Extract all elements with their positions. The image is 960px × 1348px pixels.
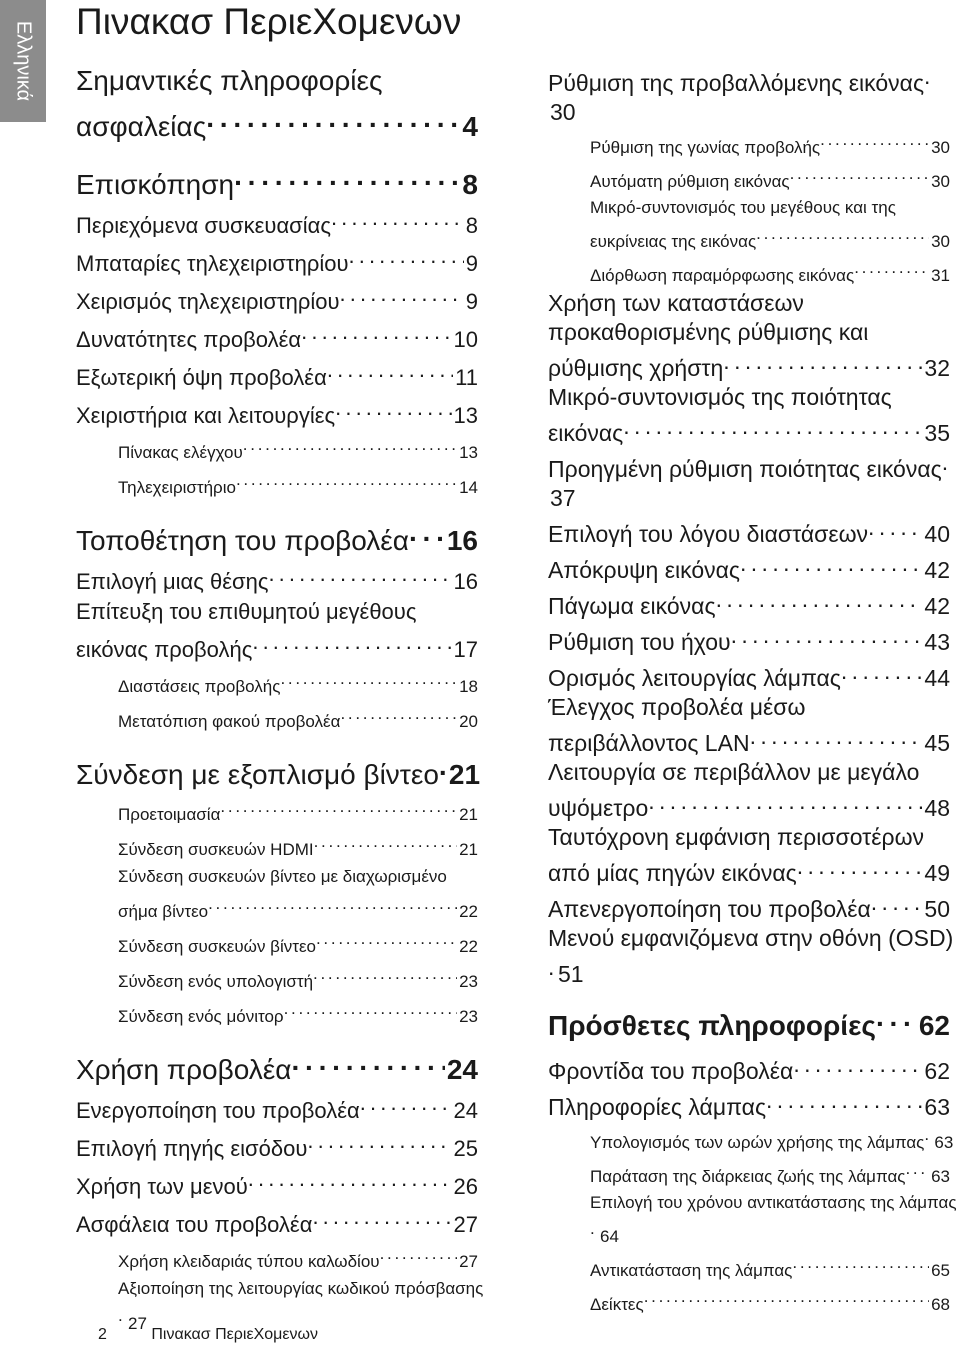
toc-entry[interactable]	[548, 585, 958, 621]
toc-entry-page: 20	[459, 712, 478, 731]
toc-entry[interactable]	[76, 863, 486, 925]
toc-entry-title: Ρύθμιση της γωνίας προβολής	[590, 138, 821, 157]
toc-entry-page: 8	[462, 169, 478, 200]
toc-entry[interactable]	[548, 1250, 958, 1284]
toc-entry[interactable]	[76, 700, 486, 735]
toc-entry[interactable]	[76, 925, 486, 960]
toc-entry[interactable]	[76, 1088, 486, 1126]
toc-entry-title: Περιεχόμενα συσκευασίας	[76, 213, 331, 238]
toc-entry-page: 16	[453, 569, 478, 594]
language-tab	[0, 0, 46, 122]
toc-entry-page: 35	[924, 420, 950, 446]
toc-entry-page: 14	[459, 478, 478, 497]
toc-entry[interactable]	[76, 466, 486, 501]
toc-leader-dots	[314, 828, 457, 855]
toc-entry-page: 21	[459, 805, 478, 824]
toc-entry-page: 22	[459, 902, 478, 921]
toc-leader-dots	[723, 347, 922, 376]
toc-entry-page: 10	[453, 327, 478, 352]
toc-entry-title: Παράταση της διάρκειας ζωής της λάμπας	[590, 1167, 906, 1186]
toc-entry-title: Προηγμένη ρύθμιση ποιότητας εικόνας	[548, 456, 942, 482]
toc-leader-dots	[409, 513, 445, 550]
toc-entry-page: 63	[934, 1133, 954, 1152]
toc-entry-page: 13	[459, 443, 478, 462]
toc-entry-page: 26	[453, 1174, 478, 1199]
toc-entry-title: Επιλογή πηγής εισόδου	[76, 1136, 308, 1161]
toc-entry-title: Σύνδεση συσκευών βίντεο με διαχωρισμένο σήμα βίντεο	[118, 867, 447, 921]
toc-entry-title: Ασφάλεια του προβολέα	[76, 1212, 313, 1237]
toc-leader-dots	[756, 221, 929, 247]
toc-entry[interactable]	[548, 549, 958, 585]
toc-left-column	[76, 62, 486, 1337]
toc-leader-dots	[118, 1302, 126, 1329]
toc-entry-title: Διαστάσεις προβολής	[118, 677, 281, 696]
toc-entry-page: 43	[924, 629, 950, 655]
toc-leader-dots	[716, 585, 923, 614]
toc-leader-dots	[648, 787, 922, 816]
toc-entry-title: Επισκόπηση	[76, 169, 235, 200]
toc-entry[interactable]	[76, 1240, 486, 1275]
toc-entry[interactable]	[548, 823, 958, 888]
toc-entry[interactable]	[76, 203, 486, 241]
toc-entry-page: 13	[453, 403, 478, 428]
toc-entry-title: Διόρθωση παραμόρφωσης εικόνας	[590, 266, 855, 285]
toc-leader-dots	[248, 1164, 452, 1194]
toc-entry-title: Αξιοποίηση της λειτουργίας κωδικού πρόσβασης	[118, 1279, 484, 1298]
toc-entry-title: Ρύθμιση της προβαλλόμενης εικόνας	[548, 70, 925, 96]
toc-leader-dots	[301, 317, 451, 347]
toc-entry-page: 23	[459, 1007, 478, 1026]
toc-leader-dots	[876, 999, 917, 1035]
toc-entry-title: Μικρό-συντονισμός της ποιότητας εικόνας	[548, 384, 892, 446]
toc-entry[interactable]	[548, 195, 958, 255]
toc-leader-dots	[792, 1250, 929, 1276]
toc-leader-dots	[340, 279, 464, 309]
toc-entry[interactable]	[548, 448, 958, 513]
toc-leader-dots	[868, 513, 922, 542]
toc-leader-dots	[793, 1050, 922, 1079]
toc-entry-page: 30	[550, 99, 576, 125]
toc-entry[interactable]	[76, 241, 486, 279]
toc-leader-dots	[208, 890, 457, 917]
toc-leader-dots	[644, 1284, 929, 1310]
toc-entry[interactable]	[548, 924, 958, 989]
toc-leader-dots	[740, 549, 922, 578]
toc-entry-page: 30	[931, 172, 950, 191]
toc-entry[interactable]	[76, 665, 486, 700]
toc-leader-dots	[797, 852, 923, 881]
toc-entry[interactable]	[76, 355, 486, 393]
toc-entry-page: 40	[924, 521, 950, 547]
toc-entry-page: 65	[931, 1261, 950, 1280]
toc-entry-page: 51	[558, 961, 584, 987]
toc-right-column	[548, 62, 958, 1318]
toc-entry[interactable]	[548, 621, 958, 657]
toc-leader-dots	[905, 1156, 929, 1182]
toc-leader-dots	[360, 1088, 452, 1118]
toc-entry[interactable]	[76, 995, 486, 1030]
toc-leader-dots	[750, 722, 923, 751]
toc-leader-dots	[924, 62, 932, 91]
toc-entry-title: Ενεργοποίηση του προβολέα	[76, 1098, 360, 1123]
page-title: Πινακασ ΠεριεΧομενων	[76, 1, 462, 42]
toc-entry-title: Απενεργοποίηση του προβολέα	[548, 896, 871, 922]
toc-entry-title: Πληροφορίες λάμπας	[548, 1094, 767, 1120]
toc-leader-dots	[268, 559, 451, 589]
toc-entry-page: 30	[931, 232, 950, 251]
toc-entry-title: Χειριστήρια και λειτουργίες	[76, 403, 336, 428]
toc-entry-page: 50	[924, 896, 950, 922]
language-tab-label: Ελληνικά	[12, 20, 35, 102]
toc-entry-page: 63	[924, 1094, 950, 1120]
toc-entry-title: Σύνδεση ενός υπολογιστή	[118, 972, 314, 991]
toc-entry[interactable]	[548, 1050, 958, 1086]
toc-entry-page: 24	[453, 1098, 478, 1123]
toc-entry-page: 9	[465, 251, 478, 276]
toc-entry-page: 23	[459, 972, 478, 991]
toc-entry-page: 45	[924, 730, 950, 756]
toc-entry-title: Δείκτες	[590, 1295, 644, 1314]
toc-entry[interactable]	[548, 758, 958, 823]
toc-leader-dots	[766, 1086, 922, 1115]
footer-section-title: Πινακασ ΠεριεΧομενων	[151, 1326, 318, 1343]
toc-entry-title: Μικρό-συντονισμός του μεγέθους και της ευκρίνειας της εικόνας	[590, 198, 896, 251]
toc-entry[interactable]	[548, 513, 958, 549]
toc-entry[interactable]	[76, 747, 486, 793]
toc-leader-dots	[548, 953, 556, 982]
toc-entry-title: Αντικατάσταση της λάμπας	[590, 1261, 793, 1280]
toc-entry[interactable]	[548, 255, 958, 289]
toc-leader-dots	[312, 1202, 451, 1232]
toc-entry-title: Σύνδεση συσκευών βίντεο	[118, 937, 316, 956]
toc-leader-dots	[590, 1216, 598, 1242]
toc-entry[interactable]	[76, 1126, 486, 1164]
toc-leader-dots	[340, 700, 457, 727]
toc-entry-title: Χρήση των καταστάσεων προκαθορισμένης ρύθμισης και ρύθμισης χρήστη	[548, 290, 869, 381]
toc-entry-title: Χρήση κλειδαριάς τύπου καλωδίου	[118, 1252, 380, 1271]
toc-entry[interactable]	[76, 793, 486, 828]
toc-entry-page: 31	[931, 266, 950, 285]
toc-entry-title: Επιλογή του χρόνου αντικατάστασης της λάμπας	[590, 1193, 957, 1212]
toc-entry[interactable]	[548, 383, 958, 448]
toc-entry-page: 27	[128, 1314, 147, 1333]
toc-leader-dots	[871, 888, 923, 917]
toc-leader-dots	[820, 127, 929, 153]
toc-leader-dots	[280, 665, 457, 692]
toc-entry[interactable]	[76, 317, 486, 355]
toc-entry[interactable]	[548, 1190, 958, 1250]
toc-entry-page: 21	[459, 840, 478, 859]
toc-entry[interactable]	[76, 1202, 486, 1240]
toc-entry-page: 30	[931, 138, 950, 157]
toc-entry[interactable]	[548, 999, 958, 1044]
toc-entry[interactable]	[76, 62, 486, 145]
toc-entry-title: Υπολογισμός των ωρών χρήσης της λάμπας	[590, 1133, 925, 1152]
toc-entry-title: Σύνδεση με εξοπλισμό βίντεο	[76, 759, 439, 790]
toc-entry[interactable]	[76, 157, 486, 203]
footer-page-number: 2	[98, 1326, 107, 1343]
toc-entry-title: Επίτευξη του επιθυμητού μεγέθους εικόνας προβολής	[76, 599, 417, 662]
toc-entry[interactable]	[548, 1086, 958, 1122]
toc-entry-title: Επιλογή μιας θέσης	[76, 569, 269, 594]
toc-entry[interactable]	[76, 828, 486, 863]
toc-entry-title: Χρήση των μενού	[76, 1174, 248, 1199]
toc-leader-dots	[243, 431, 457, 458]
toc-entry-title: Ταυτόχρονη εμφάνιση περισσοτέρων από μίας πηγών εικόνας	[548, 824, 925, 886]
toc-entry[interactable]	[76, 597, 486, 665]
toc-entry[interactable]	[76, 513, 486, 559]
toc-entry-title: Έλεγχος προβολέα μέσω περιβάλλοντος LAN	[548, 694, 806, 756]
toc-entry-page: 8	[465, 213, 478, 238]
toc-entry[interactable]	[76, 559, 486, 597]
toc-entry-title: Λειτουργία σε περιβάλλον με μεγάλο υψόμετρο	[548, 759, 920, 821]
toc-entry-page: 9	[465, 289, 478, 314]
toc-entry-title: Ορισμός λειτουργίας λάμπας	[548, 665, 841, 691]
toc-entry-title: Πίνακας ελέγχου	[118, 443, 243, 462]
toc-leader-dots	[291, 1042, 444, 1079]
toc-entry[interactable]	[76, 960, 486, 995]
toc-entry-page: 37	[550, 485, 576, 511]
toc-entry[interactable]	[548, 657, 958, 693]
toc-leader-dots	[307, 1126, 451, 1156]
toc-entry-title: Χρήση προβολέα	[76, 1054, 292, 1085]
toc-entry-page: 16	[446, 525, 478, 556]
toc-entry-title: Φροντίδα του προβολέα	[548, 1058, 794, 1084]
toc-entry-page: 32	[924, 355, 950, 381]
toc-entry[interactable]	[548, 127, 958, 161]
toc-entry[interactable]	[76, 431, 486, 466]
toc-entry-page: 18	[459, 677, 478, 696]
toc-entry[interactable]	[548, 62, 958, 127]
toc-entry[interactable]	[76, 279, 486, 317]
toc-entry-title: Τοποθέτηση του προβολέα	[76, 525, 409, 556]
toc-leader-dots	[380, 1240, 458, 1267]
toc-entry-page: 49	[924, 860, 950, 886]
toc-entry[interactable]	[76, 1164, 486, 1202]
toc-entry-page: 68	[931, 1295, 950, 1314]
toc-entry-page: 25	[453, 1136, 478, 1161]
toc-entry-page: 11	[455, 365, 478, 390]
toc-entry-title: Μενού εμφανιζόμενα στην οθόνη (OSD)	[548, 925, 954, 951]
toc-entry-page: 22	[459, 937, 478, 956]
toc-leader-dots	[313, 960, 457, 987]
toc-entry-title: Πρόσθετες πληροφορίες	[548, 1010, 876, 1041]
toc-entry-title: Προετοιμασία	[118, 805, 221, 824]
toc-entry-page: 42	[924, 593, 950, 619]
toc-entry-title: Σύνδεση συσκευών HDMI	[118, 840, 314, 859]
toc-entry[interactable]	[548, 888, 958, 924]
toc-entry-page: 24	[446, 1054, 478, 1085]
toc-entry[interactable]	[548, 1156, 958, 1190]
toc-leader-dots	[790, 161, 929, 187]
toc-entry-page: 4	[462, 111, 478, 142]
toc-entry[interactable]	[548, 1122, 958, 1156]
toc-entry-page: 21	[448, 759, 481, 790]
toc-entry-title: Μπαταρίες τηλεχειριστηρίου	[76, 251, 349, 276]
toc-entry-page: 62	[924, 1058, 950, 1084]
toc-entry-page: 44	[924, 665, 950, 691]
toc-entry[interactable]	[548, 289, 958, 383]
toc-entry-title: Απόκρυψη εικόνας	[548, 557, 740, 583]
toc-leader-dots	[252, 627, 451, 657]
toc-leader-dots	[236, 466, 457, 493]
toc-entry-title: Σύνδεση ενός μόνιτορ	[118, 1007, 284, 1026]
toc-leader-dots	[854, 255, 929, 281]
toc-leader-dots	[284, 995, 457, 1022]
toc-entry-page: 63	[931, 1167, 950, 1186]
toc-entry-title: Τηλεχειριστήριο	[118, 478, 236, 497]
toc-leader-dots	[623, 412, 922, 441]
toc-leader-dots	[439, 747, 447, 784]
toc-entry-title: Σημαντικές πληροφορίες ασφαλείας	[76, 65, 383, 142]
toc-entry-title: Πάγωμα εικόνας	[548, 593, 716, 619]
toc-leader-dots	[349, 241, 464, 271]
toc-entry-title: Εξωτερική όψη προβολέα	[76, 365, 327, 390]
toc-entry-page: 17	[453, 637, 478, 662]
toc-leader-dots	[327, 355, 453, 385]
toc-entry-page: 27	[453, 1212, 478, 1237]
toc-leader-dots	[316, 925, 457, 952]
page-footer	[98, 1326, 318, 1344]
toc-entry[interactable]	[76, 393, 486, 431]
toc-entry-title: Αυτόματη ρύθμιση εικόνας	[590, 172, 790, 191]
toc-entry-title: Επιλογή του λόγου διαστάσεων	[548, 521, 869, 547]
toc-entry[interactable]	[76, 1042, 486, 1088]
toc-entry-title: Μετατόπιση φακού προβολέα	[118, 712, 341, 731]
toc-leader-dots	[331, 203, 464, 233]
toc-entry-title: Χειρισμός τηλεχειριστηρίου	[76, 289, 340, 314]
toc-entry[interactable]	[548, 1284, 958, 1318]
toc-entry-page: 42	[924, 557, 950, 583]
toc-leader-dots	[942, 448, 950, 477]
toc-leader-dots	[234, 157, 460, 194]
toc-entry-title: Ρύθμιση του ήχου	[548, 629, 731, 655]
toc-entry-page: 62	[918, 1010, 950, 1041]
toc-leader-dots	[841, 657, 923, 686]
toc-leader-dots	[220, 793, 457, 820]
toc-entry[interactable]	[548, 693, 958, 758]
toc-leader-dots	[335, 393, 451, 423]
toc-entry[interactable]	[548, 161, 958, 195]
toc-leader-dots	[206, 99, 460, 136]
toc-entry-page: 27	[459, 1252, 478, 1271]
toc-leader-dots	[731, 621, 923, 650]
toc-entry-page: 48	[924, 795, 950, 821]
toc-entry-page: 64	[600, 1227, 619, 1246]
toc-entry-title: Δυνατότητες προβολέα	[76, 327, 302, 352]
